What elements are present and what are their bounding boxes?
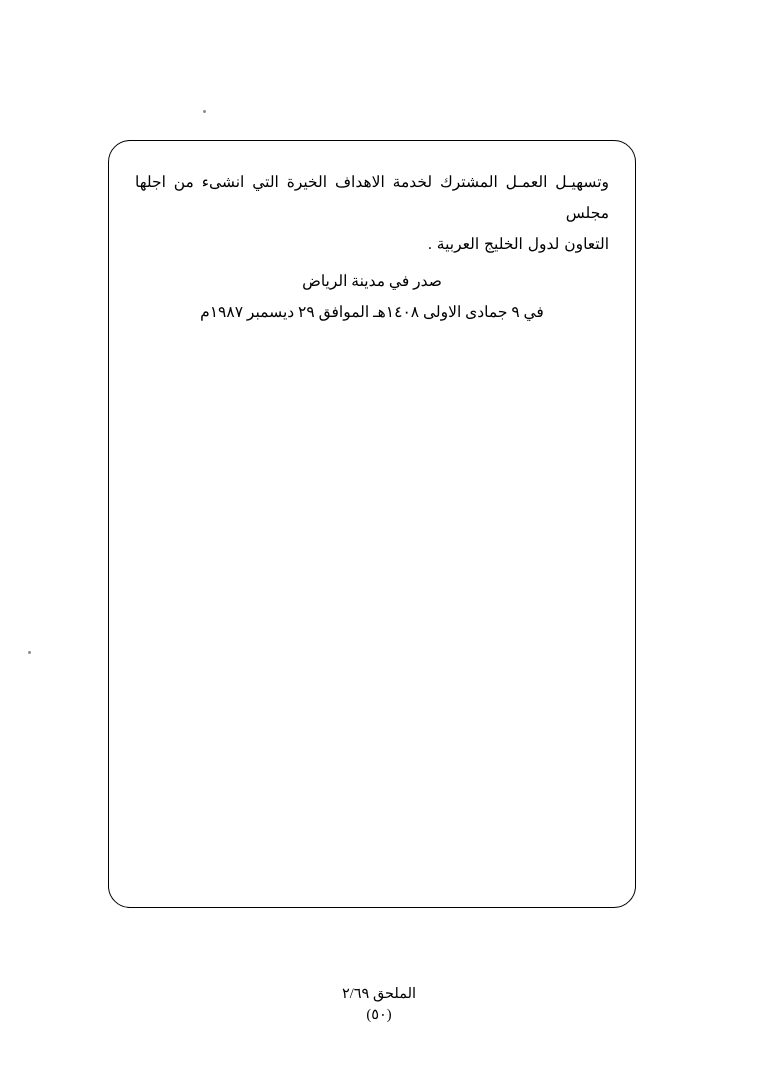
body-paragraph-line-2: التعاون لدول الخليج العربية . [428,236,609,253]
annex-label: الملحق ٢/٦٩ [341,986,417,1002]
scan-speck-left [28,651,31,654]
issued-place-line: صدر في مدينة الرياض [302,273,442,290]
page-number: (٥٠) [366,1007,392,1023]
page-footer [0,984,758,1026]
issued-date-line: في ٩ جمادى الاولى ١٤٠٨هـ الموافق ٢٩ ديسمبر ١٩٨٧م [200,304,544,321]
scan-speck-top [203,110,206,113]
arabic-text-block [135,167,609,328]
body-paragraph-line-1: وتسهيـل العمـل المشترك لخدمة الاهداف الخيرة التي انشىء من اجلها مجلس [135,174,609,222]
bordered-content-frame [108,140,636,908]
